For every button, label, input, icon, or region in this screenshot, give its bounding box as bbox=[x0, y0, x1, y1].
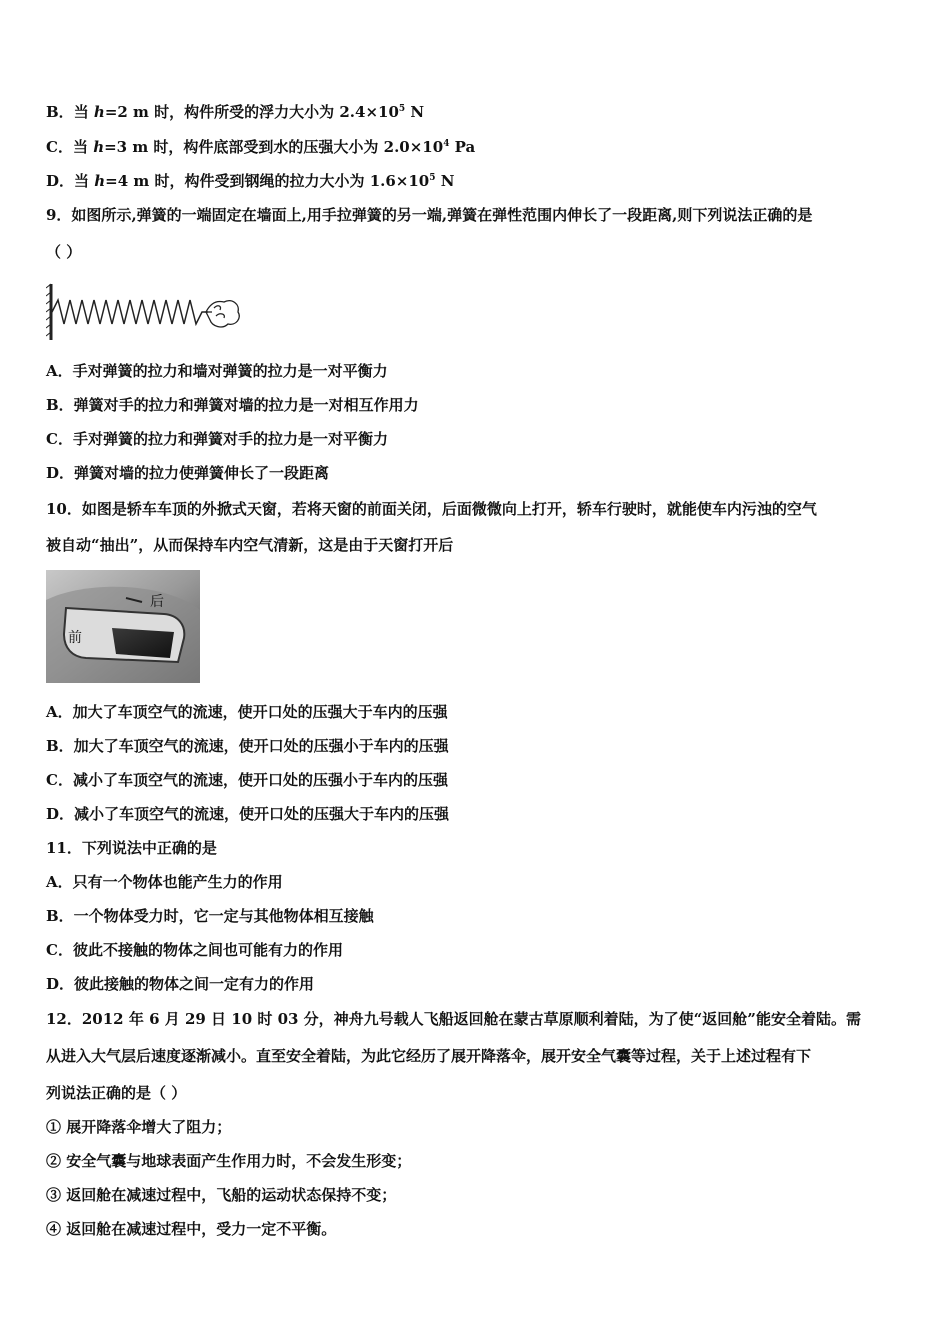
q10-option-c: C．减小了车顶空气的流速，使开口处的压强小于车内的压强 bbox=[46, 771, 448, 789]
q9-option-b: B．弹簧对手的拉力和弹簧对墙的拉力是一对相互作用力 bbox=[46, 396, 419, 414]
q9-option-d: D．弹簧对墙的拉力使弹簧伸长了一段距离 bbox=[46, 464, 330, 482]
spring-wall-hand-figure bbox=[46, 282, 246, 342]
q10-option-d: D．减小了车顶空气的流速，使开口处的压强大于车内的压强 bbox=[46, 805, 450, 823]
q12-stem-line1: 12．2012 年 6 月 29 日 10 时 03 分，神舟九号载人飞船返回舱在蒙古草原顺利着陆，为了使“返回舱”能安全着陆。需 bbox=[46, 1010, 861, 1028]
hand-icon bbox=[206, 301, 239, 327]
q11-option-a: A．只有一个物体也能产生力的作用 bbox=[46, 873, 283, 891]
q10-option-b: B．加大了车顶空气的流速，使开口处的压强小于车内的压强 bbox=[46, 737, 449, 755]
fig-label-back: 后 bbox=[150, 594, 164, 610]
q9-option-c: C．手对弹簧的拉力和弹簧对手的拉力是一对平衡力 bbox=[46, 430, 388, 448]
q11-option-d: D．彼此接触的物体之间一定有力的作用 bbox=[46, 975, 315, 993]
car-sunroof-figure bbox=[46, 570, 200, 683]
q10-option-a: A．加大了车顶空气的流速，使开口处的压强大于车内的压强 bbox=[46, 703, 448, 721]
q12-stem-line2: 从进入大气层后速度逐渐减小。直至安全着陆，为此它经历了展开降落伞，展开安全气囊等过程，关于上述过程有下 bbox=[46, 1047, 812, 1065]
q12-statement-4: ④ 返回舱在减速过程中，受力一定不平衡。 bbox=[46, 1220, 337, 1238]
wall-icon bbox=[46, 284, 51, 340]
spring-icon bbox=[52, 300, 208, 324]
q10-stem-line1: 10．如图是轿车车顶的外掀式天窗，若将天窗的前面关闭，后面微微向上打开，轿车行驶时，就能使车内污浊的空气 bbox=[46, 500, 817, 518]
fig-label-front: 前 bbox=[68, 630, 82, 646]
q10-stem-line2: 被自动“抽出”，从而保持车内空气清新，这是由于天窗打开后 bbox=[46, 536, 454, 554]
q9-option-a: A．手对弹簧的拉力和墙对弹簧的拉力是一对平衡力 bbox=[46, 362, 388, 380]
q11-option-b: B．一个物体受力时，它一定与其他物体相互接触 bbox=[46, 907, 374, 925]
q11-option-c: C．彼此不接触的物体之间也可能有力的作用 bbox=[46, 941, 343, 959]
q12-statement-3: ③ 返回舱在减速过程中，飞船的运动状态保持不变； bbox=[46, 1186, 397, 1204]
q12-statement-2: ② 安全气囊与地球表面产生作用力时，不会发生形变； bbox=[46, 1152, 412, 1170]
q8-option-c: C．当 h=3 m 时，构件底部受到水的压强大小为 $2.0\times 10^4$ Pa bbox=[46, 138, 476, 156]
q12-stem-line3: 列说法正确的是（ ） bbox=[46, 1084, 187, 1102]
q8-option-d: D．当 h=4 m 时，构件受到钢绳的拉力大小为 $1.6\times 10^5$ N bbox=[46, 172, 455, 190]
q9-stem: 9．如图所示,弹簧的一端固定在墙面上,用手拉弹簧的另一端,弹簧在弹性范围内伸长了一段距离,则下列说法正确的是 bbox=[46, 206, 813, 224]
q9-paren: （ ） bbox=[46, 243, 82, 261]
q11-stem: 11．下列说法中正确的是 bbox=[46, 839, 217, 857]
q8-option-b: B．当 h=2 m 时，构件所受的浮力大小为 $2.4\times 10^5$ N bbox=[46, 103, 425, 121]
q12-statement-1: ① 展开降落伞增大了阻力； bbox=[46, 1118, 232, 1136]
